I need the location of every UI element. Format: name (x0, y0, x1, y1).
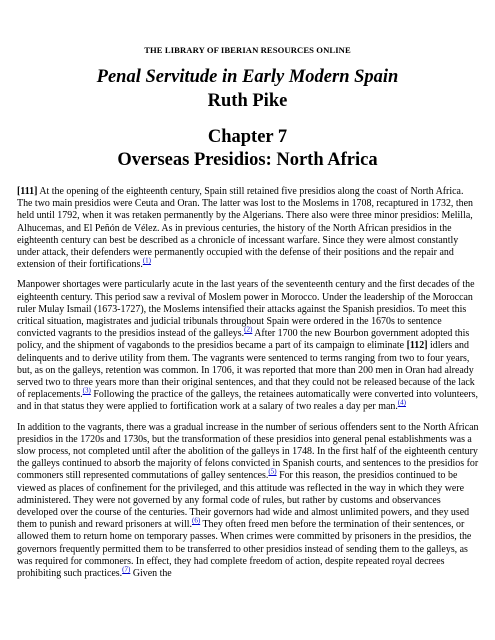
paragraph-text: After 1700 the new Bourbon government adopted this policy, and the shipment of vagabonds to the presidios became a part of its campaign to eliminate (17, 328, 470, 352)
footnote-link[interactable]: (5) (268, 468, 277, 477)
footnote-link[interactable]: (3) (82, 386, 91, 395)
chapter-title: Overseas Presidios: North Africa (117, 150, 378, 170)
paragraph-text: Given the (130, 568, 172, 580)
footnote-link[interactable]: (6) (191, 516, 201, 525)
body-paragraph (17, 186, 479, 271)
paragraph-text: They often freed men before the termination of their sentences, or allowed them to return home on temporary passes. When crimes were committed by prisoners in the presidios, the governors frequently permitted them to be transferred to other presidios instead of sending them to the galleys, as was required for commoners. In effect, they had complete freedom of action, despite repeated royal decrees prohibiting such practices. (17, 519, 472, 580)
body-paragraph (17, 422, 479, 581)
chapter-body (17, 186, 479, 588)
author-name: Ruth Pike (207, 91, 288, 111)
paragraph-text: For this reason, the presidios continued to be viewed as places of confinement for the privileged, and this attitude was reflected in the way in which they were administered. They were not governed by any formal code of rules, but rather by customs and observances developed over the course of the centuries. Their governors had wide and almost unlimited powers, and they used them to punish and reward prisoners at will. (17, 470, 470, 531)
footnote-link[interactable]: (2) (244, 325, 253, 334)
footnote-link[interactable]: (1) (142, 256, 152, 265)
chapter-number: Chapter 7 (207, 127, 288, 147)
paragraph-text: Manpower shortages were particularly acute in the last years of the seventeenth century and the first decades of the eighteenth century. This period saw a revival of Moslem power in Morocco. Under the leadership of the Moroccan ruler Mulay Ismail (1673-1727), the Moslems intensified their attacks against the Spanish presidios. To meet this critical situation, magistrates and judicial tribunals throughout Spain were ordered in the 1670s to sentence convicted vagrants to the presidios instead of the galleys. (17, 279, 475, 340)
body-paragraph (17, 279, 479, 413)
paragraph-text: In addition to the vagrants, there was a gradual increase in the number of serious offenders sent to the North African presidios in the 1720s and 1730s, but the transformation of these presidios into general penal establishments was a slow process, not completed until after the abolition of the galleys in 1748. In the first half of the eighteenth century the galleys continued to absorb the majority of felons convicted in Spanish courts, and sentences to the presidios for commoners still represented commutations of galley sentences. (17, 421, 479, 482)
page-marker: [112] (406, 340, 428, 352)
library-header: THE LIBRARY OF IBERIAN RESOURCES ONLINE (144, 45, 351, 55)
footnote-link[interactable]: (7) (122, 565, 131, 574)
paragraph-text: idlers and delinquents and to derive utility from them. The vagrants were sentenced to terms ranging from two to four years, but, as on the galleys, retention was common. In 1706, it was reported that more than 200 men in Oran had already served two to three years more than their original sentences, and that they could not be released because of the lack of replacements. (17, 340, 475, 401)
paragraph-text: Following the practice of the galleys, the retainees automatically were converted into volunteers, and in that status they were applied to fortification work at a salary of two reales a day per man. (17, 389, 478, 413)
paragraph-text: At the opening of the eighteenth century, Spain still retained five presidios along the coast of North Africa. The two main presidios were Ceuta and Oran. The latter was lost to the Moslems in 1708, recaptured in 1732, then held until 1792, when it was retaken permanently by the Algerians. There also were three minor presidios: Melilla, Alhucemas, and El Peñón de Vélez. As in previous centuries, the history of the North African presidios in the eighteenth century can best be described as a chronicle of incessant warfare. Since they were almost constantly under attack, their defenders were permanently occupied with the defense of their positions and the repair and extension of their fortifications. (17, 186, 474, 271)
page-marker: [111] (17, 186, 38, 197)
footnote-link[interactable]: (4) (397, 399, 406, 408)
book-title: Penal Servitude in Early Modern Spain (96, 67, 399, 87)
